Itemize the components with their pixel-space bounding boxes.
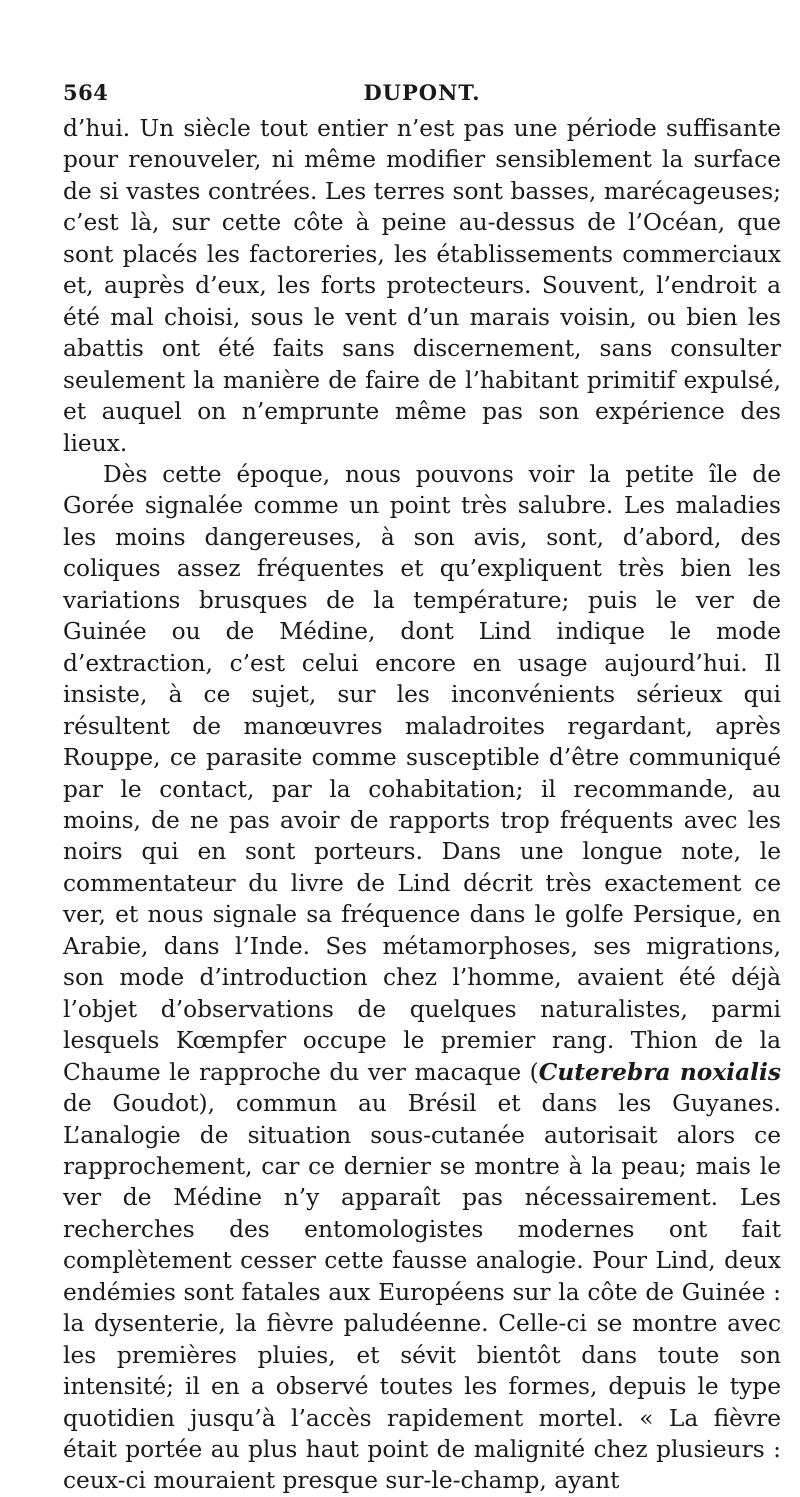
page-number: 564 xyxy=(63,80,109,105)
paragraph-2 xyxy=(63,459,781,1497)
paragraph-1: d’hui. Un siècle tout entier n’est pas une période suffisante pour renouveler, ni même modifier sensiblement la surface de si vastes contrées. Les terres sont basses, marécageuses; c’est là, sur cette côte à peine au-dessus de l’Océan, que sont placés les factoreries, les établissements commerciaux et, auprès d’eux, les forts protecteurs. Souvent, l’endroit a été mal choisi, sous le vent d’un marais voisin, ou bien les abattis ont été faits sans discernement, sans consulter seulement la manière de faire de l’habitant primitif expulsé, et auquel on n’emprunte même pas son expérience des lieux. xyxy=(63,115,781,457)
body-text xyxy=(63,113,781,1497)
paragraph-2-part-a: Dès cette époque, nous pouvons voir la petite île de Gorée signalée comme un point très salubre. Les maladies les moins dangereuses, à son avis, sont, d’abord, des coliques assez fréquentes et qu’expliquent très bien les variations brusques de la température; puis le ver de Guinée ou de Médine, dont Lind indique le mode d’extraction, c’est celui encore en usage aujourd’hui. Il insiste, à ce sujet, sur les inconvénients sérieux qui résultent de manœuvres maladroites regardant, après Rouppe, ce parasite comme susceptible d’être communiqué par le contact, par la cohabitation; il recommande, au moins, de ne pas avoir de rapports trop fréquents avec les noirs qui en sont porteurs. Dans une longue note, le commentateur du livre de Lind décrit très exactement ce ver, et nous signale sa fréquence dans le golfe Persique, en Arabie, dans l’Inde. Ses métamorphoses, ses migrations, son mode d’introduction chez l’homme, avaient été déjà l’objet d’observations de quelques naturalistes, parmi lesquels Kœmpfer occupe le premier rang. Thion de la Chaume le rapproche du ver macaque ( xyxy=(63,460,781,1086)
running-head: DUPONT. xyxy=(363,80,481,105)
page-header xyxy=(63,80,781,110)
species-name: Cuterebra noxialis xyxy=(538,1058,781,1086)
paragraph-2-part-b: de Goudot), commun au Brésil et dans les Guyanes. L’analogie de situation sous-cutanée autorisait alors ce rapprochement, car ce dernier se montre à la peau; mais le ver de Médine n’y apparaît pas nécessairement. Les recherches des entomologistes modernes ont fait complètement cesser cette fausse analogie. Pour Lind, deux endémies sont fatales aux Européens sur la côte de Guinée : la dysenterie, la fièvre paludéenne. Celle-ci se montre avec les premières pluies, et sévit bientôt dans toute son intensité; il en a observé toutes les formes, depuis le type quotidien jusqu’à l’accès rapidement mortel. « La fièvre était portée au plus haut point de malignité chez plusieurs : ceux-ci mouraient presque sur-le-champ, ayant xyxy=(63,1090,781,1495)
